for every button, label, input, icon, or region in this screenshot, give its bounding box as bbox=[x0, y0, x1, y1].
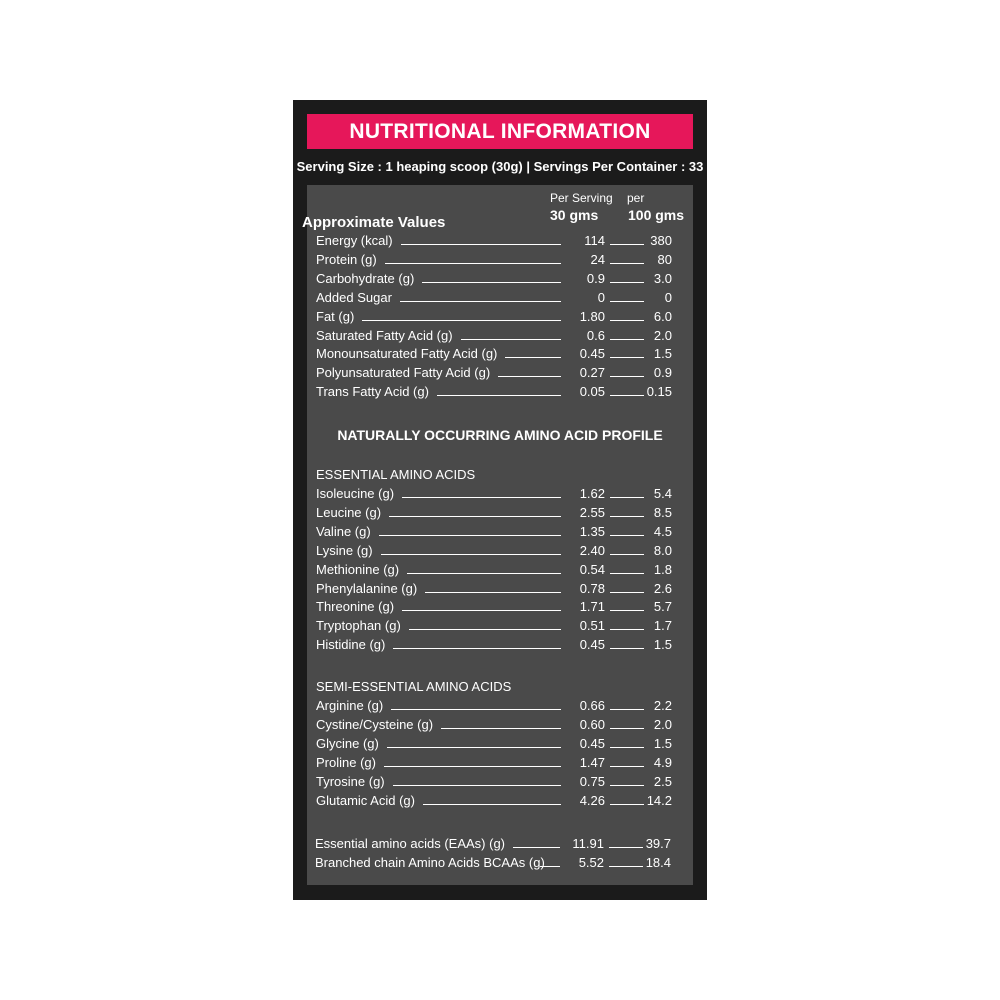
nutrient-row bbox=[316, 736, 672, 754]
leader-line bbox=[393, 648, 561, 649]
leader-line bbox=[441, 728, 561, 729]
leader-line bbox=[610, 728, 644, 729]
leader-line bbox=[610, 339, 644, 340]
nutrient-row bbox=[315, 855, 671, 873]
per-serving-value: 0.45 bbox=[579, 346, 605, 362]
leader-line bbox=[389, 516, 561, 517]
leader-line bbox=[362, 320, 561, 321]
leader-line bbox=[610, 648, 644, 649]
nutrient-name: Energy (kcal) bbox=[316, 233, 393, 248]
per-serving-value: 1.80 bbox=[579, 308, 605, 324]
nutrient-row bbox=[316, 793, 672, 811]
leader-line bbox=[402, 497, 561, 498]
leader-line bbox=[610, 244, 644, 245]
leader-line bbox=[610, 320, 644, 321]
nutrient-name: Proline (g) bbox=[316, 754, 376, 770]
per-serving-value: 0.66 bbox=[579, 698, 605, 713]
per-serving-value: 1.71 bbox=[579, 599, 605, 615]
essential-amino-acids-heading: ESSENTIAL AMINO ACIDS bbox=[316, 467, 476, 482]
leader-line bbox=[610, 395, 644, 396]
nutrient-name: Valine (g) bbox=[316, 523, 371, 539]
leader-line bbox=[505, 357, 561, 358]
nutrient-row bbox=[316, 486, 672, 504]
leader-line bbox=[610, 804, 644, 805]
nutrient-row bbox=[316, 562, 672, 580]
per-100g-value: 2.0 bbox=[653, 327, 672, 343]
per-100g-value: 1.7 bbox=[653, 618, 672, 634]
leader-line bbox=[425, 592, 561, 593]
nutrient-row bbox=[316, 524, 672, 542]
nutrient-row bbox=[316, 774, 672, 792]
nutrient-name: Saturated Fatty Acid (g) bbox=[316, 327, 453, 343]
per-serving-value: 11.91 bbox=[572, 836, 604, 851]
nutrient-name: Polyunsaturated Fatty Acid (g) bbox=[316, 365, 491, 381]
nutrient-name: Added Sugar bbox=[316, 289, 392, 305]
leader-line bbox=[422, 282, 561, 283]
per-100g-value: 5.4 bbox=[653, 486, 672, 501]
leader-line bbox=[610, 497, 644, 498]
nutrient-row bbox=[316, 233, 672, 251]
leader-line bbox=[610, 554, 644, 555]
per-100g-value: 1.5 bbox=[653, 637, 672, 653]
per-100g-value: 380 bbox=[650, 233, 672, 248]
nutrient-row bbox=[316, 581, 672, 599]
nutrient-name: Arginine (g) bbox=[316, 698, 384, 713]
per-100g-value: 2.0 bbox=[653, 716, 672, 732]
nutrient-row bbox=[316, 290, 672, 308]
nutrient-name: Fat (g) bbox=[316, 308, 355, 324]
column-30-gms: 30 gms bbox=[550, 207, 599, 223]
leader-line bbox=[610, 747, 644, 748]
per-serving-value: 1.62 bbox=[579, 486, 605, 501]
nutrient-name: Cystine/Cysteine (g) bbox=[316, 716, 434, 732]
nutrient-name: Branched chain Amino Acids BCAAs (g) bbox=[315, 855, 545, 870]
nutrient-name: Methionine (g) bbox=[316, 561, 400, 577]
per-100g-value: 0 bbox=[664, 289, 672, 305]
per-100g-value: 3.0 bbox=[653, 270, 672, 286]
per-100g-value: 2.5 bbox=[653, 773, 672, 789]
nutrient-name: Phenylalanine (g) bbox=[316, 580, 418, 596]
per-serving-value: 0.9 bbox=[586, 270, 605, 286]
leader-line bbox=[610, 785, 644, 786]
leader-line bbox=[437, 395, 561, 396]
leader-line bbox=[407, 573, 561, 574]
nutrient-name: Protein (g) bbox=[316, 251, 377, 267]
leader-line bbox=[610, 766, 644, 767]
per-100g-value: 0.15 bbox=[646, 384, 672, 400]
nutrition-label bbox=[293, 100, 707, 900]
nutrient-row bbox=[316, 543, 672, 561]
nutrient-name: Trans Fatty Acid (g) bbox=[316, 384, 429, 400]
per-100g-value: 1.8 bbox=[653, 561, 672, 577]
leader-line bbox=[609, 847, 643, 848]
nutrient-row bbox=[316, 717, 672, 735]
leader-line bbox=[610, 573, 644, 574]
nutrient-row bbox=[316, 252, 672, 270]
per-100g-value: 4.9 bbox=[653, 754, 672, 770]
leader-line bbox=[610, 282, 644, 283]
column-100-gms: 100 gms bbox=[628, 207, 685, 223]
leader-line bbox=[609, 866, 643, 867]
per-serving-value: 0.27 bbox=[579, 365, 605, 381]
leader-line bbox=[401, 244, 561, 245]
per-serving-value: 0.45 bbox=[579, 637, 605, 653]
per-serving-value: 24 bbox=[590, 251, 605, 267]
nutrient-name: Lysine (g) bbox=[316, 542, 373, 558]
nutrient-name: Isoleucine (g) bbox=[316, 486, 395, 501]
nutrient-row bbox=[316, 346, 672, 364]
leader-line bbox=[423, 804, 561, 805]
per-serving-value: 114 bbox=[584, 233, 605, 248]
leader-line bbox=[387, 747, 561, 748]
nutrient-row bbox=[316, 365, 672, 383]
nutrient-name: Leucine (g) bbox=[316, 504, 382, 520]
leader-line bbox=[540, 866, 560, 867]
per-serving-value: 0.05 bbox=[579, 384, 605, 400]
nutrient-row bbox=[316, 309, 672, 327]
per-100g-value: 1.5 bbox=[653, 735, 672, 751]
leader-line bbox=[610, 709, 644, 710]
serving-info: Serving Size : 1 heaping scoop (30g) | Servings Per Container : 33 bbox=[296, 159, 704, 174]
per-serving-label: Per Serving bbox=[550, 191, 613, 205]
per-serving-value: 4.26 bbox=[579, 792, 605, 808]
per-100g-value: 5.7 bbox=[653, 599, 672, 615]
per-100g-value: 8.0 bbox=[653, 542, 672, 558]
nutrient-name: Threonine (g) bbox=[316, 599, 395, 615]
leader-line bbox=[379, 535, 561, 536]
leader-line bbox=[384, 766, 561, 767]
per-serving-value: 0.75 bbox=[579, 773, 605, 789]
nutrient-row bbox=[316, 698, 672, 716]
per-serving-value: 0.6 bbox=[586, 327, 605, 343]
per-100g-value: 39.7 bbox=[645, 836, 671, 851]
per-serving-value: 1.47 bbox=[579, 754, 605, 770]
per-serving-value: 0.54 bbox=[579, 561, 605, 577]
leader-line bbox=[400, 301, 561, 302]
per-100g-value: 2.6 bbox=[653, 580, 672, 596]
leader-line bbox=[461, 339, 561, 340]
leader-line bbox=[610, 535, 644, 536]
leader-line bbox=[513, 847, 560, 848]
per-100g-value: 18.4 bbox=[645, 855, 671, 870]
nutrient-name: Carbohydrate (g) bbox=[316, 270, 415, 286]
leader-line bbox=[409, 629, 561, 630]
nutrient-row bbox=[316, 328, 672, 346]
per-100g-value: 0.9 bbox=[653, 365, 672, 381]
per-100g-value: 14.2 bbox=[646, 792, 672, 808]
per-serving-value: 0 bbox=[597, 289, 605, 305]
nutrient-row bbox=[315, 836, 671, 854]
leader-line bbox=[610, 301, 644, 302]
per-100g-value: 1.5 bbox=[653, 346, 672, 362]
nutrient-name: Essential amino acids (EAAs) (g) bbox=[315, 836, 506, 851]
per-serving-value: 2.40 bbox=[579, 542, 605, 558]
per-100g-value: 80 bbox=[657, 251, 672, 267]
nutrient-name: Tyrosine (g) bbox=[316, 773, 385, 789]
approximate-values-heading: Approximate Values bbox=[302, 214, 446, 231]
per-serving-value: 2.55 bbox=[579, 504, 605, 520]
nutrient-row bbox=[316, 599, 672, 617]
semi-essential-amino-acids-heading: SEMI-ESSENTIAL AMINO ACIDS bbox=[316, 679, 512, 694]
per-serving-value: 1.35 bbox=[579, 523, 605, 539]
nutrient-name: Monounsaturated Fatty Acid (g) bbox=[316, 346, 498, 362]
per-100g-value: 8.5 bbox=[653, 504, 672, 520]
nutrient-name: Glutamic Acid (g) bbox=[316, 792, 415, 808]
nutrient-row bbox=[316, 618, 672, 636]
per-100g-value: 6.0 bbox=[653, 308, 672, 324]
nutrient-row bbox=[316, 637, 672, 655]
per-serving-value: 0.45 bbox=[579, 735, 605, 751]
per-serving-value: 0.60 bbox=[579, 716, 605, 732]
label-title: NUTRITIONAL INFORMATION bbox=[307, 114, 693, 149]
nutrient-row bbox=[316, 755, 672, 773]
per-100g-value: 2.2 bbox=[653, 698, 672, 713]
amino-acid-profile-heading: NATURALLY OCCURRING AMINO ACID PROFILE bbox=[337, 427, 663, 443]
leader-line bbox=[393, 785, 561, 786]
nutrient-row bbox=[316, 505, 672, 523]
leader-line bbox=[610, 263, 644, 264]
nutrient-row bbox=[316, 384, 672, 402]
per-serving-value: 5.52 bbox=[578, 855, 604, 870]
leader-line bbox=[402, 610, 561, 611]
leader-line bbox=[381, 554, 561, 555]
per-serving-value: 0.78 bbox=[579, 580, 605, 596]
leader-line bbox=[610, 357, 644, 358]
leader-line bbox=[610, 629, 644, 630]
leader-line bbox=[610, 592, 644, 593]
nutrient-name: Histidine (g) bbox=[316, 637, 386, 653]
leader-line bbox=[391, 709, 561, 710]
per-100g-value: 4.5 bbox=[653, 523, 672, 539]
per-serving-value: 0.51 bbox=[579, 618, 605, 634]
leader-line bbox=[610, 516, 644, 517]
nutrient-row bbox=[316, 271, 672, 289]
leader-line bbox=[385, 263, 561, 264]
leader-line bbox=[610, 610, 644, 611]
leader-line bbox=[610, 376, 644, 377]
nutrient-name: Glycine (g) bbox=[316, 735, 379, 751]
nutrient-name: Tryptophan (g) bbox=[316, 618, 401, 634]
leader-line bbox=[498, 376, 561, 377]
per-label: per bbox=[627, 191, 645, 205]
